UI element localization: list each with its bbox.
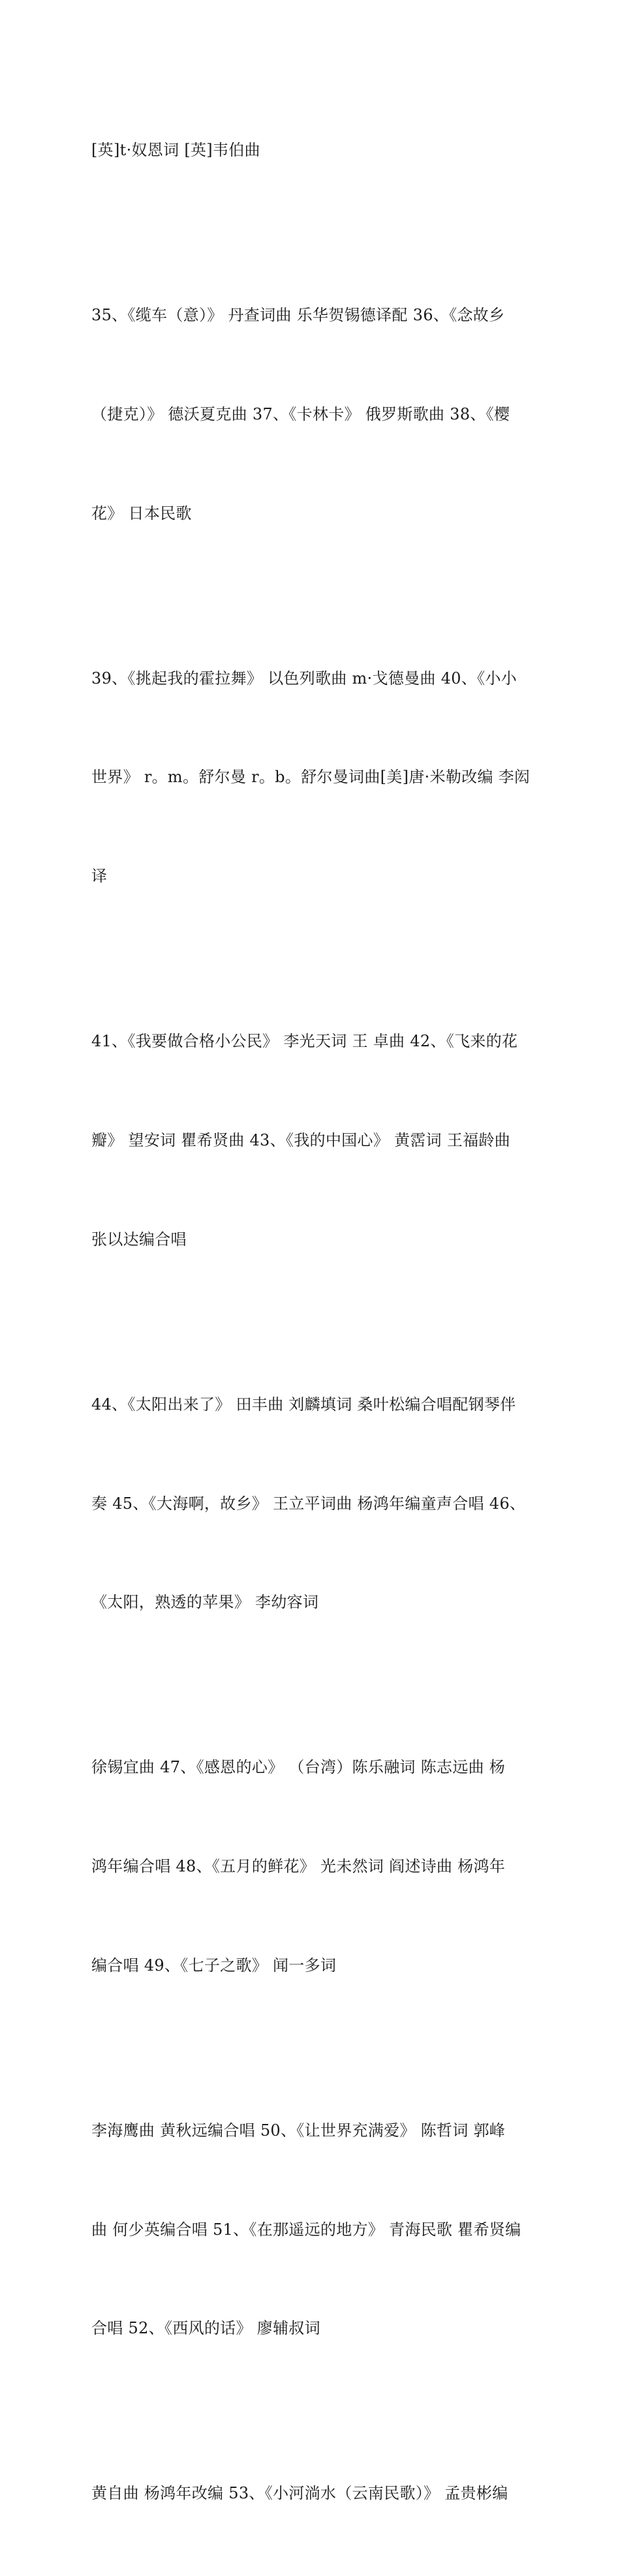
paragraph-7 bbox=[91, 2048, 535, 2412]
text-line: 译 bbox=[91, 867, 108, 886]
text-line: （捷克）》 德沃夏克曲 37、《卡林卡》 俄罗斯歌曲 38、《樱 bbox=[91, 404, 510, 423]
text-line: [英]t·奴恩词 [英]韦伯曲 bbox=[91, 141, 260, 160]
text-line: 35、《缆车（意）》 丹查词曲 乐华贺锡德译配 36、《念故乡 bbox=[91, 306, 505, 325]
text-line: 39、《挑起我的霍拉舞》 以色列歌曲 m·戈德曼曲 40、《小小 bbox=[91, 669, 517, 688]
text-line: 曲 何少英编合唱 51、《在那遥远的地方》 青海民歌 瞿希贤编 bbox=[91, 2220, 521, 2239]
text-line: 奏 45、《大海啊，故乡》 王立平词曲 杨鸿年编童声合唱 46、 bbox=[91, 1494, 526, 1513]
text-line: 世界》 r。m。舒尔曼 r。b。舒尔曼词曲[美]唐·米勒改编 李闳 bbox=[91, 768, 531, 787]
paragraph-3 bbox=[91, 596, 535, 960]
paragraph-1 bbox=[91, 68, 535, 233]
paragraph-5 bbox=[91, 1322, 535, 1686]
text-line: 徐锡宜曲 47、《感恩的心》 （台湾）陈乐融词 陈志远曲 杨 bbox=[91, 1758, 506, 1777]
text-line: 黄自曲 杨鸿年改编 53、《小河淌水（云南民歌）》 孟贵彬编 bbox=[91, 2484, 508, 2503]
text-line: 张以达编合唱 bbox=[91, 1230, 187, 1249]
text-line: 编合唱 49、《七子之歌》 闻一多词 bbox=[91, 1956, 337, 1975]
paragraph-8 bbox=[91, 2411, 535, 2576]
paragraph-4 bbox=[91, 959, 535, 1322]
text-line: 鸿年编合唱 48、《五月的鲜花》 光未然词 阎述诗曲 杨鸿年 bbox=[91, 1857, 506, 1876]
text-line: 《太阳，熟透的苹果》 李幼容词 bbox=[91, 1593, 319, 1612]
document-body bbox=[91, 68, 535, 2576]
text-line: 44、《太阳出来了》 田丰曲 刘麟填词 桑叶松编合唱配钢琴伴 bbox=[91, 1395, 516, 1414]
text-line: 李海鹰曲 黄秋远编合唱 50、《让世界充满爱》 陈哲词 郭峰 bbox=[91, 2121, 506, 2140]
paragraph-6 bbox=[91, 1685, 535, 2048]
text-line: 瓣》 望安词 瞿希贤曲 43、《我的中国心》 黄霑词 王福龄曲 bbox=[91, 1131, 510, 1149]
text-line: 花》 日本民歌 bbox=[91, 504, 192, 523]
text-line: 合唱 52、《西风的话》 廖辅叔词 bbox=[91, 2319, 320, 2338]
text-line: 41、《我要做合格小公民》 李光天词 王 卓曲 42、《飞来的花 bbox=[91, 1032, 518, 1051]
paragraph-2 bbox=[91, 233, 535, 596]
